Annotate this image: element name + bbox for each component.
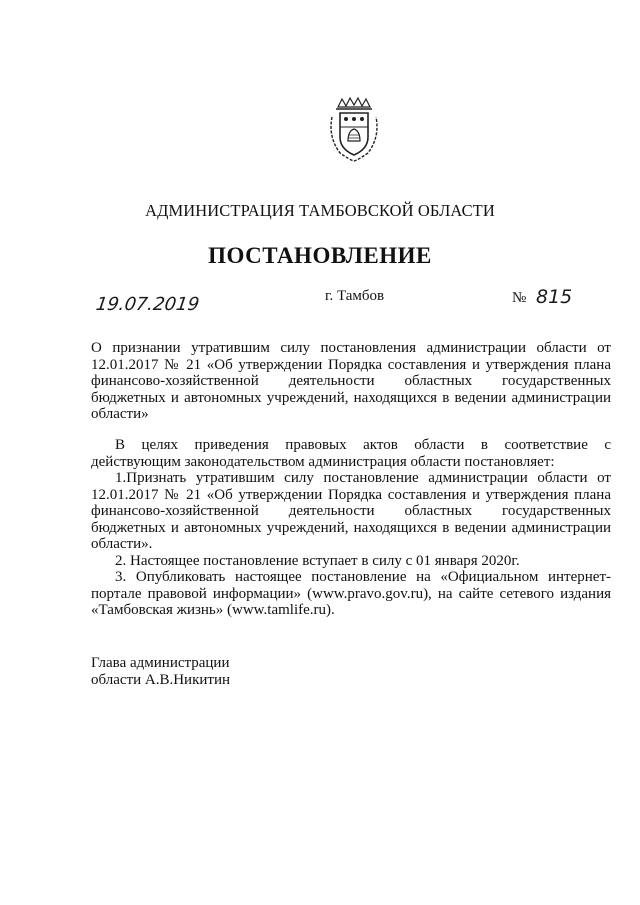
title-line: О признании утратившим силу постановления администрации области от (91, 340, 611, 356)
item3-line: портале правовой информации» (www.pravo.gov.ru), на сайте сетевого издания (91, 585, 611, 602)
signature-position: Глава администрации (91, 655, 230, 671)
document-date: 19.07.2019 (94, 294, 201, 315)
item1-line: области». (91, 536, 153, 552)
title-line: 12.01.2017 № 21 «Об утверждении Порядка составления и утверждения плана (91, 356, 611, 373)
item3-line: «Тамбовская жизнь» (www.tamlife.ru). (91, 602, 335, 618)
document-type: ПОСТАНОВЛЕНИЕ (208, 243, 432, 268)
item1-line: бюджетных и автономных учреждений, находящихся в ведении администрации (91, 519, 611, 536)
document-number-label: № (512, 290, 527, 306)
preamble-line: В целях приведения правовых актов области в соответствие с (115, 437, 611, 453)
item1-line: финансово-хозяйственной деятельности областных государственных (91, 503, 611, 519)
document-number: 815 (536, 286, 573, 308)
agency-name: АДМИНИСТРАЦИЯ ТАМБОВСКОЙ ОБЛАСТИ (145, 201, 495, 220)
signature-name: области А.В.Никитин (91, 671, 231, 688)
title-line: бюджетных и автономных учреждений, находящихся в ведении администрации (91, 389, 611, 406)
coat-of-arms-icon (326, 97, 382, 163)
signature-block (91, 655, 230, 688)
item1-line: 1.Признать утратившим силу постановление администрации области от (115, 470, 611, 486)
title-line: финансово-хозяйственной деятельности областных государственных (91, 373, 611, 389)
item2-line: 2. Настоящее постановление вступает в силу с 01 января 2020г. (115, 552, 520, 569)
document-body (91, 437, 611, 619)
item3-line: 3. Опубликовать настоящее постановление на «Официальном интернет- (115, 569, 611, 585)
item1-line: 12.01.2017 № 21 «Об утверждении Порядка составления и утверждения плана (91, 486, 611, 503)
document-city: г. Тамбов (325, 288, 385, 304)
preamble-line: действующим законодательством администрация области постановляет: (91, 453, 555, 470)
document-title (91, 340, 611, 423)
title-line: области» (91, 406, 149, 422)
